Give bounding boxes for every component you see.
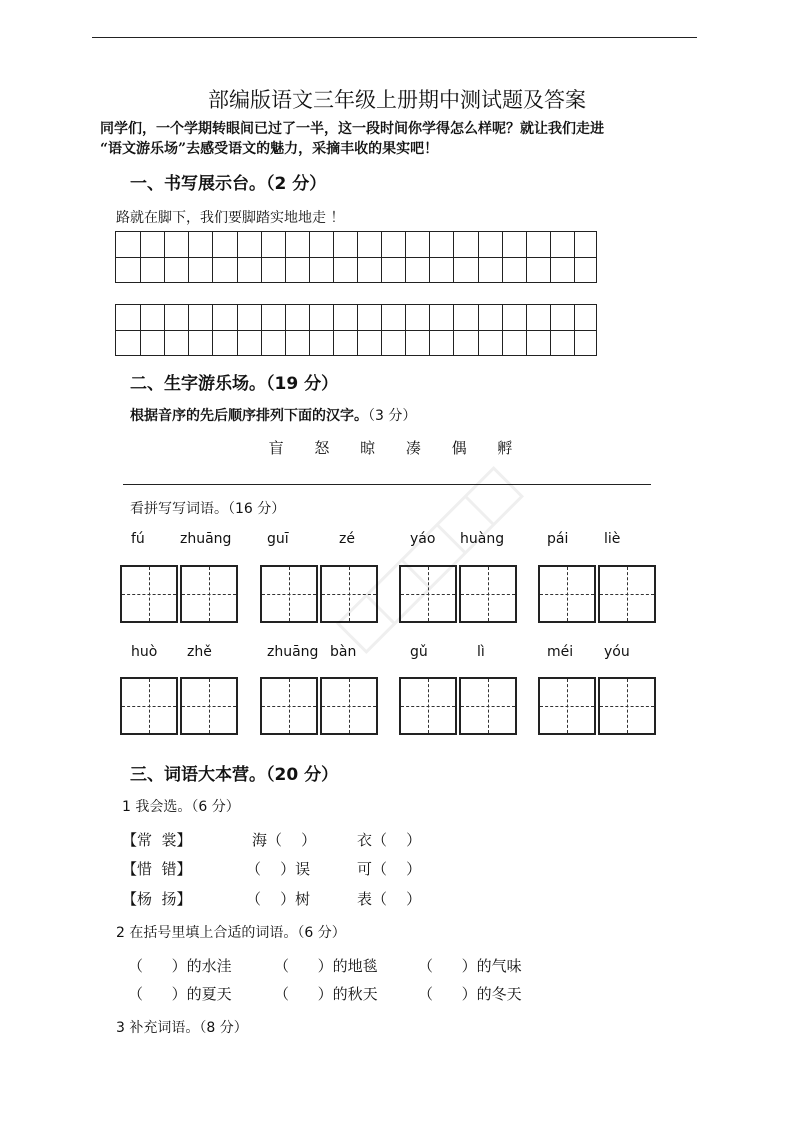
pinyin-huo: huò (131, 644, 158, 660)
choice-blank[interactable]: 表（ ） (357, 890, 422, 908)
section1-heading: 一、书写展示台。（2 分） (130, 174, 327, 194)
pinyin-mei: méi (547, 644, 574, 660)
pinyin-gui: guī (267, 531, 289, 547)
grid-divider (574, 232, 575, 282)
grid-divider (212, 232, 213, 282)
pinyin-ze: zé (339, 531, 355, 547)
grid-divider (478, 232, 479, 282)
grid-divider (502, 305, 503, 355)
grid-divider (550, 305, 551, 355)
section3-heading: 三、词语大本营。（20 分） (130, 765, 339, 785)
pinyin-gu: gǔ (410, 644, 428, 660)
grid-divider (237, 305, 238, 355)
grid-divider (261, 232, 262, 282)
grid-divider (429, 232, 430, 282)
grid-divider (188, 305, 189, 355)
grid-divider (502, 232, 503, 282)
grid-divider (285, 232, 286, 282)
section3-q1-label: 1 我会选。（6 分） (122, 799, 240, 815)
writing-grid-1[interactable] (115, 231, 597, 283)
grid-divider (405, 305, 406, 355)
choice-blank[interactable]: 可（ ） (357, 860, 422, 878)
section3-q3-label: 3 补充词语。（8 分） (116, 1020, 248, 1036)
pinyin-zhuang: zhuāng (267, 644, 319, 660)
intro-line-2: “语文游乐场”去感受语文的魅力，采摘丰收的果实吧！ (100, 141, 439, 157)
grid-divider (381, 305, 382, 355)
writing-grid-2[interactable] (115, 304, 597, 356)
tianzi-box[interactable] (598, 565, 656, 623)
choice-pair: 【常 裳】 (122, 831, 192, 849)
fill-blank[interactable]: （ ）的地毯 (274, 957, 378, 975)
pinyin-li: lì (477, 644, 485, 660)
top-rule (92, 37, 697, 38)
grid-divider (453, 232, 454, 282)
grid-divider (550, 232, 551, 282)
choice-pair: 【惜 错】 (122, 860, 192, 878)
section2-q2-label: 看拼写写词语。（16 分） (130, 501, 286, 517)
grid-divider (526, 305, 527, 355)
grid-divider (285, 305, 286, 355)
tianzi-box[interactable] (120, 677, 178, 735)
pinyin-yao: yáo (410, 531, 436, 547)
choice-pair: 【杨 扬】 (122, 890, 192, 908)
watermark-graphic (300, 430, 560, 690)
pinyin-ban: bàn (330, 644, 357, 660)
grid-divider (429, 305, 430, 355)
tianzi-box[interactable] (180, 677, 238, 735)
page-title: 部编版语文三年级上册期中测试题及答案 (208, 88, 586, 112)
pinyin-lie: liè (604, 531, 621, 547)
grid-divider (164, 232, 165, 282)
grid-divider (140, 305, 141, 355)
section3-q2-label: 2 在括号里填上合适的词语。（6 分） (116, 925, 346, 941)
choice-blank[interactable]: （ ）树 (246, 890, 311, 908)
tianzi-box[interactable] (180, 565, 238, 623)
grid-divider (478, 305, 479, 355)
grid-divider (357, 305, 358, 355)
grid-divider (453, 305, 454, 355)
fill-blank[interactable]: （ ）的气味 (418, 957, 522, 975)
grid-divider (405, 232, 406, 282)
grid-divider (188, 232, 189, 282)
tianzi-box[interactable] (120, 565, 178, 623)
grid-divider (237, 232, 238, 282)
grid-divider (140, 232, 141, 282)
tianzi-box[interactable] (598, 677, 656, 735)
fill-blank[interactable]: （ ）的夏天 (128, 985, 232, 1003)
pinyin-zhuang: zhuāng (180, 531, 232, 547)
intro-line-1: 同学们，一个学期转眼间已过了一半，这一段时间你学得怎么样呢？就让我们走进 (100, 121, 604, 137)
pinyin-you: yóu (604, 644, 630, 660)
grid-divider (212, 305, 213, 355)
grid-divider (261, 305, 262, 355)
grid-divider (357, 232, 358, 282)
pinyin-pai: pái (547, 531, 569, 547)
grid-divider (574, 305, 575, 355)
choice-blank[interactable]: 衣（ ） (357, 831, 422, 849)
section2-heading: 二、生字游乐场。（19 分） (130, 374, 339, 394)
grid-divider (381, 232, 382, 282)
section2-q1-score: （3 分） (368, 408, 417, 424)
fill-blank[interactable]: （ ）的秋天 (274, 985, 378, 1003)
grid-divider (164, 305, 165, 355)
grid-divider (333, 232, 334, 282)
pinyin-zhe: zhě (187, 644, 212, 660)
choice-blank[interactable]: 海（ ） (252, 831, 317, 849)
fill-blank[interactable]: （ ）的冬天 (418, 985, 522, 1003)
grid-divider (309, 305, 310, 355)
sort-characters: 盲 怒 晾 凑 偶 孵 (268, 439, 526, 457)
grid-divider (526, 232, 527, 282)
pinyin-huang: huàng (460, 531, 505, 547)
section1-prompt: 路就在脚下，我们要脚踏实地地走 ！ (116, 210, 345, 226)
section2-q1 (130, 405, 416, 425)
grid-divider (309, 232, 310, 282)
choice-blank[interactable]: （ ）误 (246, 860, 311, 878)
section2-q1-label: 根据音序的先后顺序排列下面的汉字。 (130, 408, 368, 424)
grid-divider (333, 305, 334, 355)
fill-blank[interactable]: （ ）的水洼 (128, 957, 232, 975)
pinyin-fu: fú (131, 531, 145, 547)
